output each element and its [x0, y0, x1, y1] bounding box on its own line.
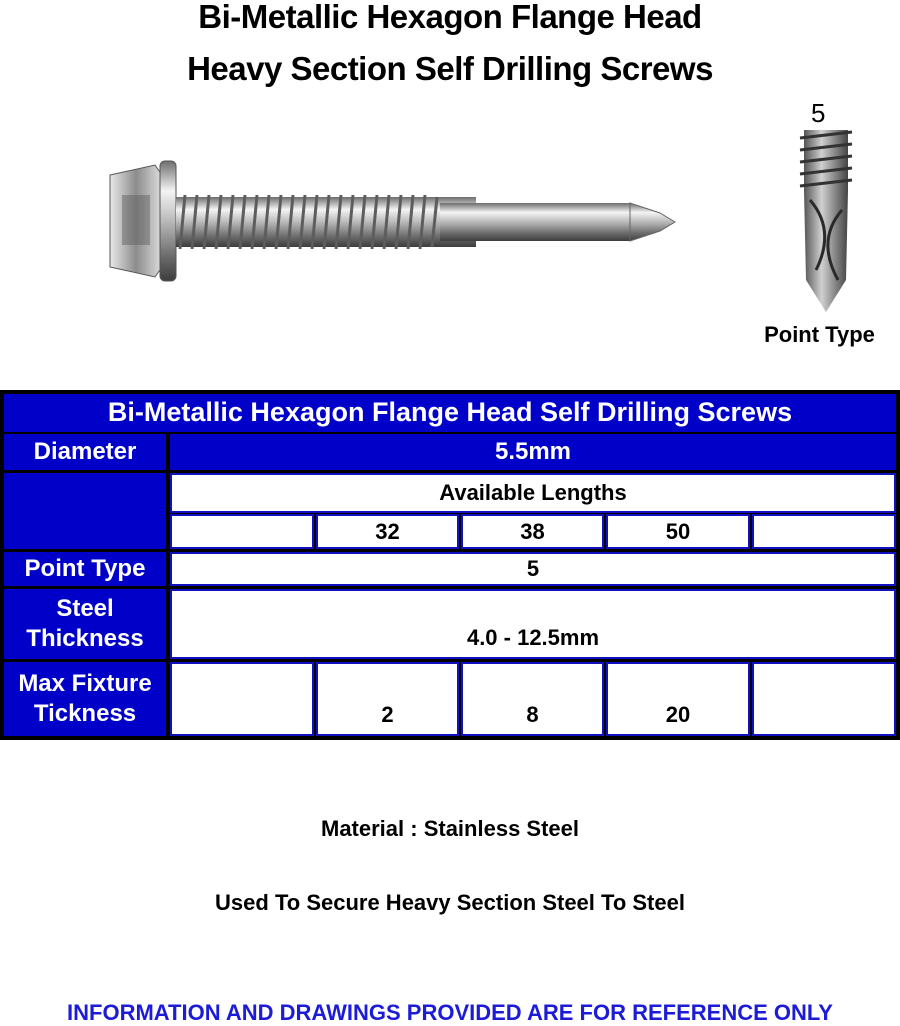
max-fixture-label-line-2: Tickness	[33, 700, 137, 727]
spec-table	[0, 390, 900, 740]
steel-thickness-value: 4.0 - 12.5mm	[170, 589, 896, 659]
length-cell: 32	[316, 514, 459, 549]
max-fixture-cell: 8	[461, 662, 604, 736]
usage-note: Used To Secure Heavy Section Steel To Steel	[215, 890, 685, 915]
point-type-label: Point Type	[4, 552, 166, 586]
disclaimer-note: INFORMATION AND DRAWINGS PROVIDED ARE FOR REFERENCE ONLY	[67, 1000, 833, 1025]
lengths-row-label	[4, 473, 166, 549]
point-type-caption: Point Type	[764, 322, 875, 347]
max-fixture-label	[4, 662, 166, 736]
steel-thickness-label-line-1: Steel	[56, 595, 114, 622]
steel-thickness-label-line-2: Thickness	[26, 625, 144, 652]
material-note: Material : Stainless Steel	[321, 816, 579, 841]
length-cell: 50	[606, 514, 750, 549]
max-fixture-cell: 2	[316, 662, 459, 736]
page-title-line-2: Heavy Section Self Drilling Screws	[187, 50, 713, 87]
table-title: Bi-Metallic Hexagon Flange Head Self Drilling Screws	[4, 394, 896, 432]
max-fixture-cell: 20	[606, 662, 750, 736]
hex-flange-screw-icon	[100, 155, 680, 290]
point-type-value: 5	[170, 552, 896, 586]
max-fixture-label-line-1: Max Fixture	[18, 670, 152, 697]
diameter-value: 5.5mm	[170, 434, 896, 470]
max-fixture-cell	[752, 662, 896, 736]
diameter-label: Diameter	[4, 434, 166, 470]
available-lengths-header: Available Lengths	[170, 473, 896, 513]
length-cell	[752, 514, 896, 549]
page-title-line-1: Bi-Metallic Hexagon Flange Head	[198, 0, 702, 35]
max-fixture-cell	[170, 662, 314, 736]
steel-thickness-label	[4, 589, 166, 659]
length-cell: 38	[461, 514, 604, 549]
point-number-label: 5	[811, 98, 826, 128]
drill-point-icon	[796, 130, 856, 350]
length-cell	[170, 514, 314, 549]
